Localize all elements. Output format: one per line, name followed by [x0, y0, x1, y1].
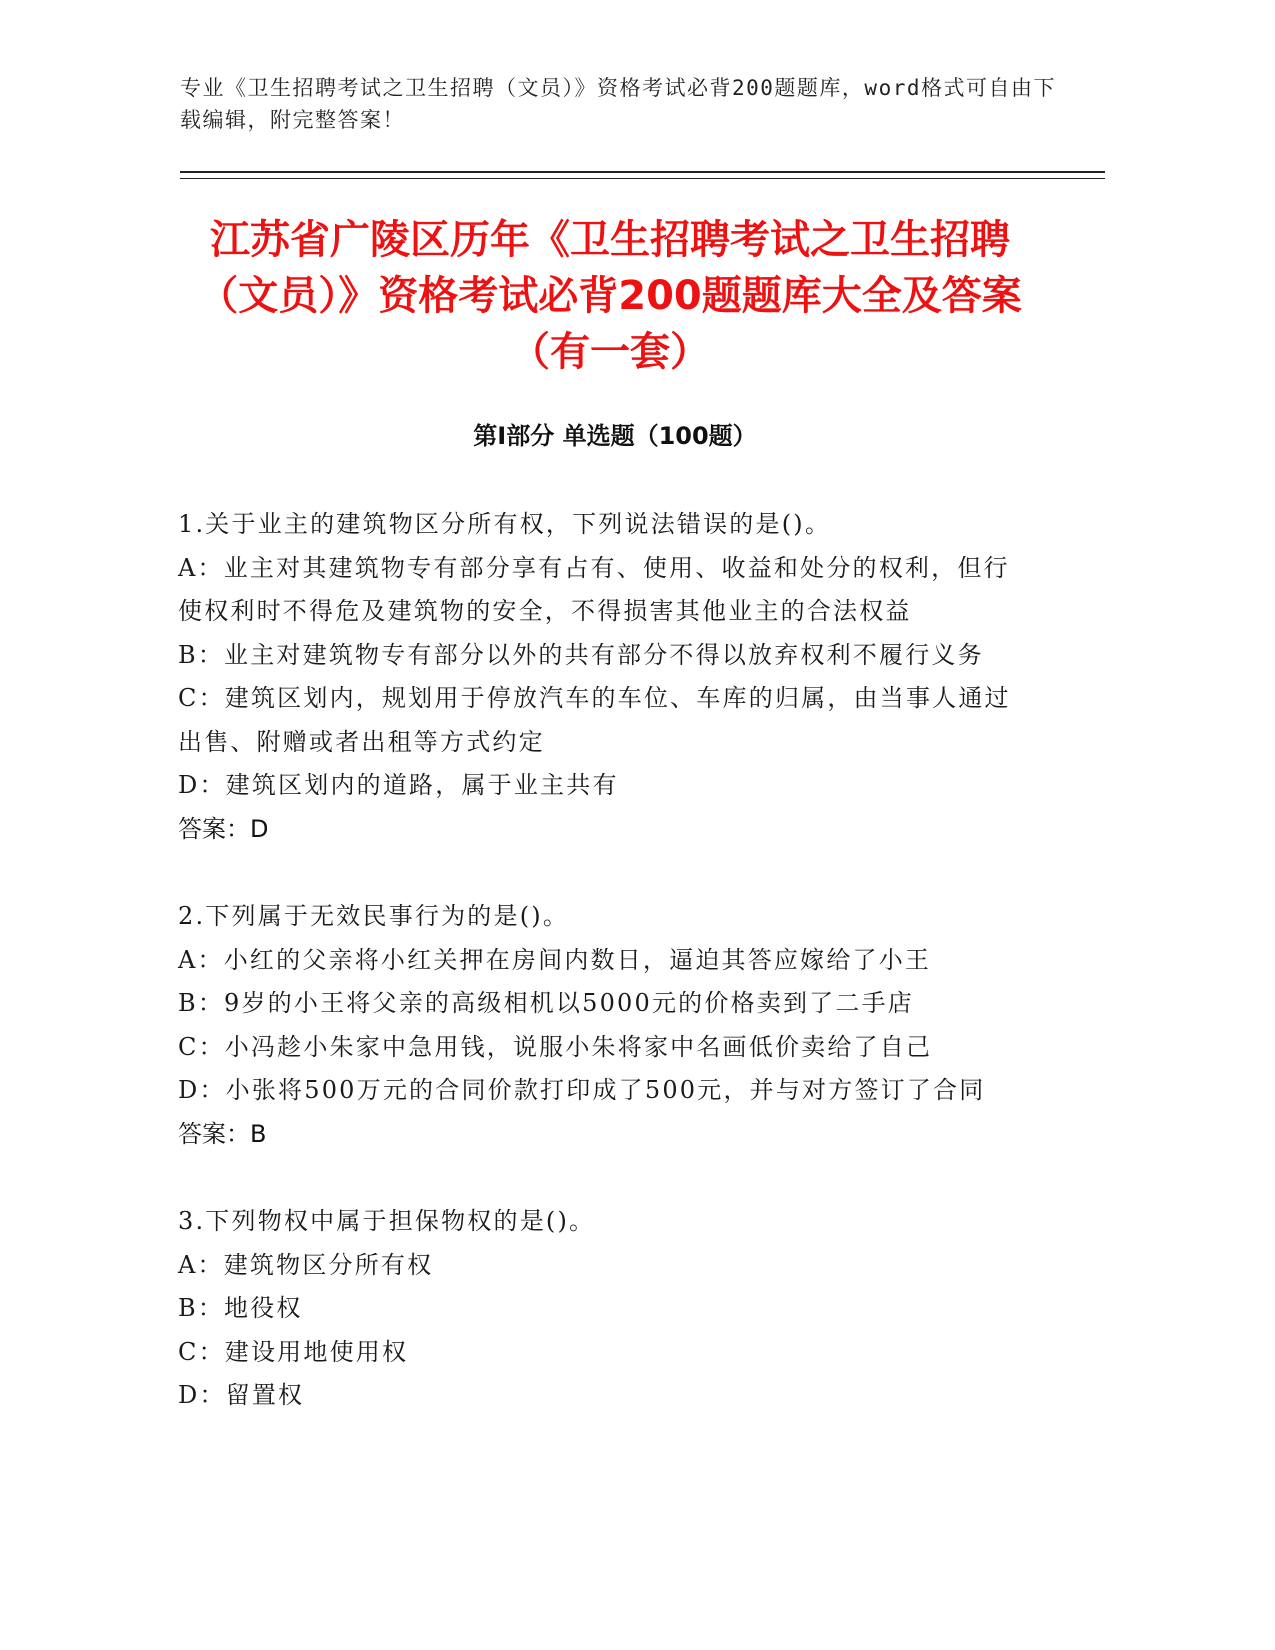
question-list	[178, 503, 1028, 1462]
option-a: A：小红的父亲将小红关押在房间内数日，逼迫其答应嫁给了小王	[178, 945, 932, 974]
option-d: D：小张将500万元的合同价款打印成了500元，并与对方签订了合同	[178, 1076, 986, 1104]
option-a: A：建筑物区分所有权	[178, 1250, 434, 1279]
option-c: C：建设用地使用权	[178, 1337, 409, 1366]
option-d: D：建筑区划内的道路，属于业主共有	[178, 771, 619, 799]
answer: 答案：B	[178, 1119, 267, 1148]
option-d: D：留置权	[178, 1381, 305, 1409]
question-2	[178, 895, 1028, 1156]
header-divider-thick	[180, 171, 1105, 173]
answer: 答案：D	[178, 814, 269, 843]
option-a: A：业主对其建筑物专有部分享有占有、使用、收益和处分的权利，但行使权利时不得危及建筑物的安全，不得损害其他业主的合法权益	[178, 553, 1010, 625]
question-stem: 1.关于业主的建筑物区分所有权，下列说法错误的是()。	[178, 510, 832, 538]
document-title: 江苏省广陵区历年《卫生招聘考试之卫生招聘（文员）》资格考试必背200题题库大全及答案（有一套）	[198, 217, 1022, 375]
question-stem: 3.下列物权中属于担保物权的是()。	[178, 1207, 596, 1235]
section-title: 第Ⅰ部分 单选题（100题）	[473, 422, 757, 450]
option-c: C：小冯趁小朱家中急用钱，说服小朱将家中名画低价卖给了自己	[178, 1032, 933, 1061]
question-3	[178, 1200, 1028, 1418]
option-c: C：建筑区划内，规划用于停放汽车的车位、车库的归属，由当事人通过出售、附赠或者出租等方式约定	[178, 684, 1011, 756]
question-1	[178, 503, 1028, 851]
option-b: B：9岁的小王将父亲的高级相机以5000元的价格卖到了二手店	[178, 989, 914, 1017]
option-b: B：地役权	[178, 1294, 303, 1322]
option-b: B：业主对建筑物专有部分以外的共有部分不得以放弃权利不履行义务	[178, 640, 984, 669]
document-header-note: 专业《卫生招聘考试之卫生招聘（文员）》资格考试必背200题题库，word格式可自由下载编辑，附完整答案！	[180, 76, 1056, 132]
header-divider-thin	[180, 178, 1105, 179]
question-stem: 2.下列属于无效民事行为的是()。	[178, 902, 570, 930]
